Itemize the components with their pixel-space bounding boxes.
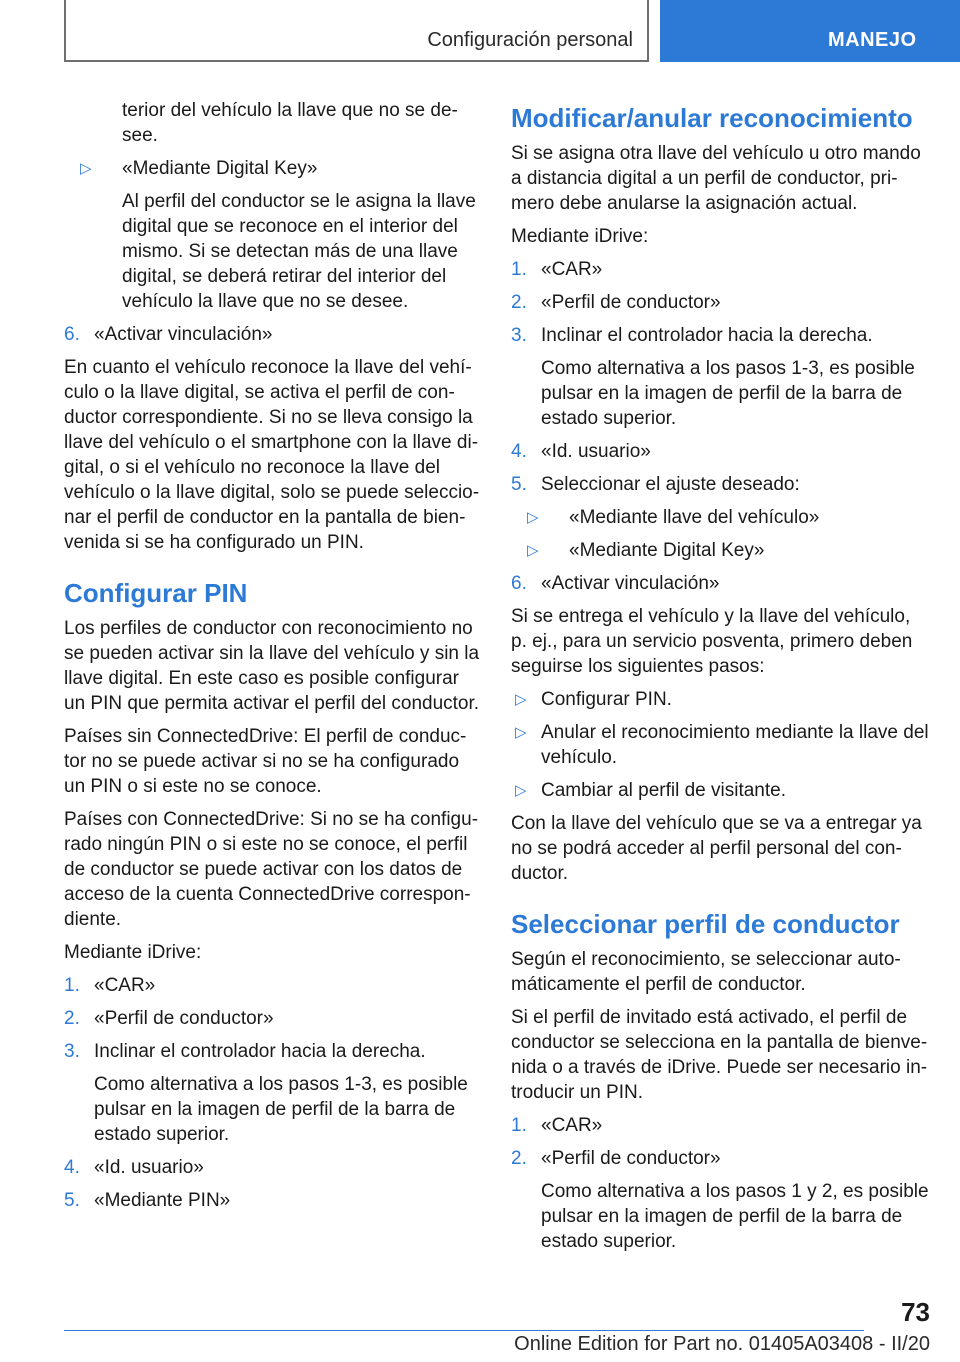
list-subtext: Como alternativa a los pasos 1‑3, es posible pulsar en la imagen de perfil de la barra de estado superior. <box>541 358 915 429</box>
section-heading: Modificar/anular reconocimiento <box>511 103 913 133</box>
footer-edition: Online Edition for Part no. 01405A03408 - II/20 <box>514 1333 930 1355</box>
list-item <box>64 973 482 998</box>
list-text: Inclinar el controlador hacia la derecha. <box>94 1041 426 1062</box>
list-text: «CAR» <box>94 975 156 996</box>
bullet-item <box>511 778 931 803</box>
list-text: «Activar vinculación» <box>541 573 720 594</box>
triangle-bullet-icon: ▷ <box>527 542 539 559</box>
list-number: 1. <box>511 259 527 280</box>
paragraph: Si el perfil de invitado está activado, el perfil de conductor se selecciona en la pantalla de bienvenida o a través de iDrive. Puede ser necesario introducir un PIN. <box>511 1007 928 1103</box>
list-number: 2. <box>511 292 527 313</box>
list-text: «Perfil de conductor» <box>541 292 721 313</box>
list-item <box>64 1188 482 1213</box>
list-item <box>511 1113 931 1138</box>
triangle-bullet-icon: ▷ <box>515 691 527 708</box>
paragraph: Países con ConnectedDrive: Si no se ha configurado ningún PIN o si este no se conoce, el perfil de conductor se puede activar con los datos de acceso de la cuenta ConnectedDrive correspondiente. <box>64 809 479 930</box>
list-item <box>511 571 931 596</box>
list-number: 6. <box>64 324 80 345</box>
paragraph: terior del vehículo la llave que no se desee. <box>122 100 458 146</box>
section-title-box <box>64 0 649 62</box>
list-number: 2. <box>511 1148 527 1169</box>
list-text: «Mediante PIN» <box>94 1190 231 1211</box>
page-header <box>0 0 960 66</box>
paragraph: Si se entrega el vehículo y la llave del vehículo, p. ej., para un servicio posventa, primero deben seguirse los siguientes pasos: <box>511 606 913 677</box>
paragraph: Los perfiles de conductor con reconocimiento no se pueden activar sin la llave del vehículo y sin la llave digital. En este caso es posible configurar un PIN que permita activar el perfil del conductor. <box>64 618 480 714</box>
section-heading: Configurar PIN <box>64 578 248 608</box>
list-item <box>64 1155 482 1180</box>
paragraph: Al perfil del conductor se le asigna la llave digital que se reconoce en el interior del mismo. Si se detectan más de una llave digital, se deberá retirar del interior del vehículo la llave que no se desee. <box>122 191 476 312</box>
chapter-tab <box>660 0 960 62</box>
list-number: 5. <box>511 474 527 495</box>
list-number: 6. <box>511 573 527 594</box>
list-number: 3. <box>511 325 527 346</box>
list-number: 2. <box>64 1008 80 1029</box>
chapter-tab-label: MANEJO <box>828 29 917 51</box>
list-text: Inclinar el controlador hacia la derecha. <box>541 325 873 346</box>
list-text: «Id. usuario» <box>541 441 651 462</box>
list-item <box>511 472 931 497</box>
paragraph: Mediante iDrive: <box>64 942 202 963</box>
paragraph: Países sin ConnectedDrive: El perfil de conductor no se puede activar si no se ha configurado un PIN o si este no se conoce. <box>64 726 467 797</box>
list-item <box>64 1006 482 1031</box>
list-subtext: Como alternativa a los pasos 1‑3, es posible pulsar en la imagen de perfil de la barra de estado superior. <box>94 1074 468 1145</box>
paragraph: Mediante iDrive: <box>511 226 649 247</box>
list-text: «Activar vinculación» <box>94 324 273 345</box>
bullet-text: «Mediante Digital Key» <box>122 158 318 179</box>
list-item <box>511 323 931 348</box>
paragraph: Según el reconocimiento, se seleccionar automáticamente el perfil de conductor. <box>511 949 901 995</box>
list-item <box>511 257 931 282</box>
page-number: 73 <box>901 1297 930 1327</box>
list-item <box>511 290 931 315</box>
list-item <box>511 1146 931 1171</box>
list-number: 5. <box>64 1190 80 1211</box>
list-text: «Perfil de conductor» <box>541 1148 721 1169</box>
list-text: «CAR» <box>541 259 603 280</box>
list-number: 4. <box>64 1157 80 1178</box>
list-item <box>64 1039 482 1064</box>
bullet-item <box>511 505 931 530</box>
list-item <box>64 322 482 347</box>
list-text: «Perfil de conductor» <box>94 1008 274 1029</box>
bullet-item <box>511 538 931 563</box>
paragraph: Si se asigna otra llave del vehículo u otro mando a distancia digital a un perfil de conductor, primero debe anularse la asignación actual. <box>511 143 921 214</box>
list-number: 1. <box>511 1115 527 1136</box>
bullet-item <box>511 720 931 770</box>
bullet-text: Cambiar al perfil de visitante. <box>541 780 786 801</box>
list-subtext: Como alternativa a los pasos 1 y 2, es posible pulsar en la imagen de perfil de la barra de estado superior. <box>541 1181 929 1252</box>
list-text: Seleccionar el ajuste deseado: <box>541 474 800 495</box>
triangle-bullet-icon: ▷ <box>80 160 92 177</box>
paragraph: En cuanto el vehículo reconoce la llave del vehículo o la llave digital, se activa el perfil de conductor correspondiente. Si no se lleva consigo la llave del vehículo o el smartphone con la llave digital, o si el vehículo no reconoce la llave del vehículo o la llave digital, solo se puede seleccionar el perfil de conductor en la pantalla de bienvenida si se ha configurado un PIN. <box>64 357 480 553</box>
list-number: 3. <box>64 1041 80 1062</box>
footer-divider <box>64 1330 864 1331</box>
list-number: 1. <box>64 975 80 996</box>
section-heading: Seleccionar perfil de conductor <box>511 909 900 939</box>
triangle-bullet-icon: ▷ <box>515 724 527 741</box>
bullet-text: «Mediante Digital Key» <box>569 540 765 561</box>
bullet-text: Anular el reconocimiento mediante la llave del vehículo. <box>541 722 929 768</box>
triangle-bullet-icon: ▷ <box>515 782 527 799</box>
bullet-text: Configurar PIN. <box>541 689 672 710</box>
bullet-text: «Mediante llave del vehículo» <box>569 507 820 528</box>
list-text: «Id. usuario» <box>94 1157 204 1178</box>
triangle-bullet-icon: ▷ <box>527 509 539 526</box>
paragraph: Con la llave del vehículo que se va a entregar ya no se podrá acceder al perfil personal del conductor. <box>511 813 922 884</box>
list-item <box>511 439 931 464</box>
left-column <box>64 98 482 1221</box>
section-title: Configuración personal <box>427 29 633 51</box>
list-number: 4. <box>511 441 527 462</box>
bullet-item <box>511 687 931 712</box>
bullet-item <box>64 156 482 181</box>
list-text: «CAR» <box>541 1115 603 1136</box>
right-column <box>511 98 931 1262</box>
